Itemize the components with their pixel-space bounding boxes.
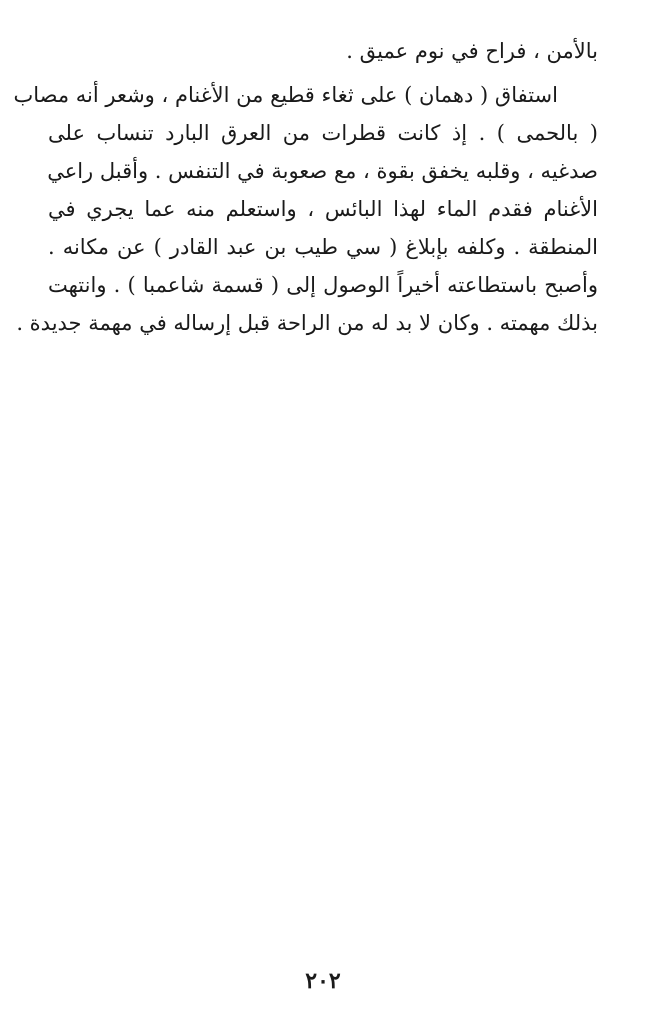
paragraph-2-line-6: وأصبح باستطاعته أخيراً الوصول إلى ( قسمة شاعمبا ) . وانتهت	[48, 273, 598, 297]
paragraph-2-line-2: ( بالحمى ) . إذ كانت قطرات من العرق البارد تنساب على	[48, 121, 598, 145]
paragraph-2-line-1: استفاق ( دهمان ) على ثغاء قطيع من الأغنام ، وشعر أنه مصاب	[13, 83, 558, 107]
body-text	[13, 32, 598, 342]
paragraph-2-line-7: بذلك مهمته . وكان لا بد له من الراحة قبل إرساله في مهمة جديدة .	[16, 311, 598, 335]
page-number: ٢٠٢	[305, 968, 341, 994]
paragraph-2-line-4: الأغنام فقدم الماء لهذا البائس ، واستعلم منه عما يجري في	[48, 197, 598, 221]
paragraph-2-line-5: المنطقة . وكلفه بإبلاغ ( سي طيب بن عبد القادر ) عن مكانه .	[48, 235, 598, 259]
paragraph-2-line-3: صدغيه ، وقلبه يخفق بقوة ، مع صعوبة في التنفس . وأقبل راعي	[47, 159, 598, 183]
paragraph-1-line-1: بالأمن ، فراح في نوم عميق .	[346, 39, 598, 63]
